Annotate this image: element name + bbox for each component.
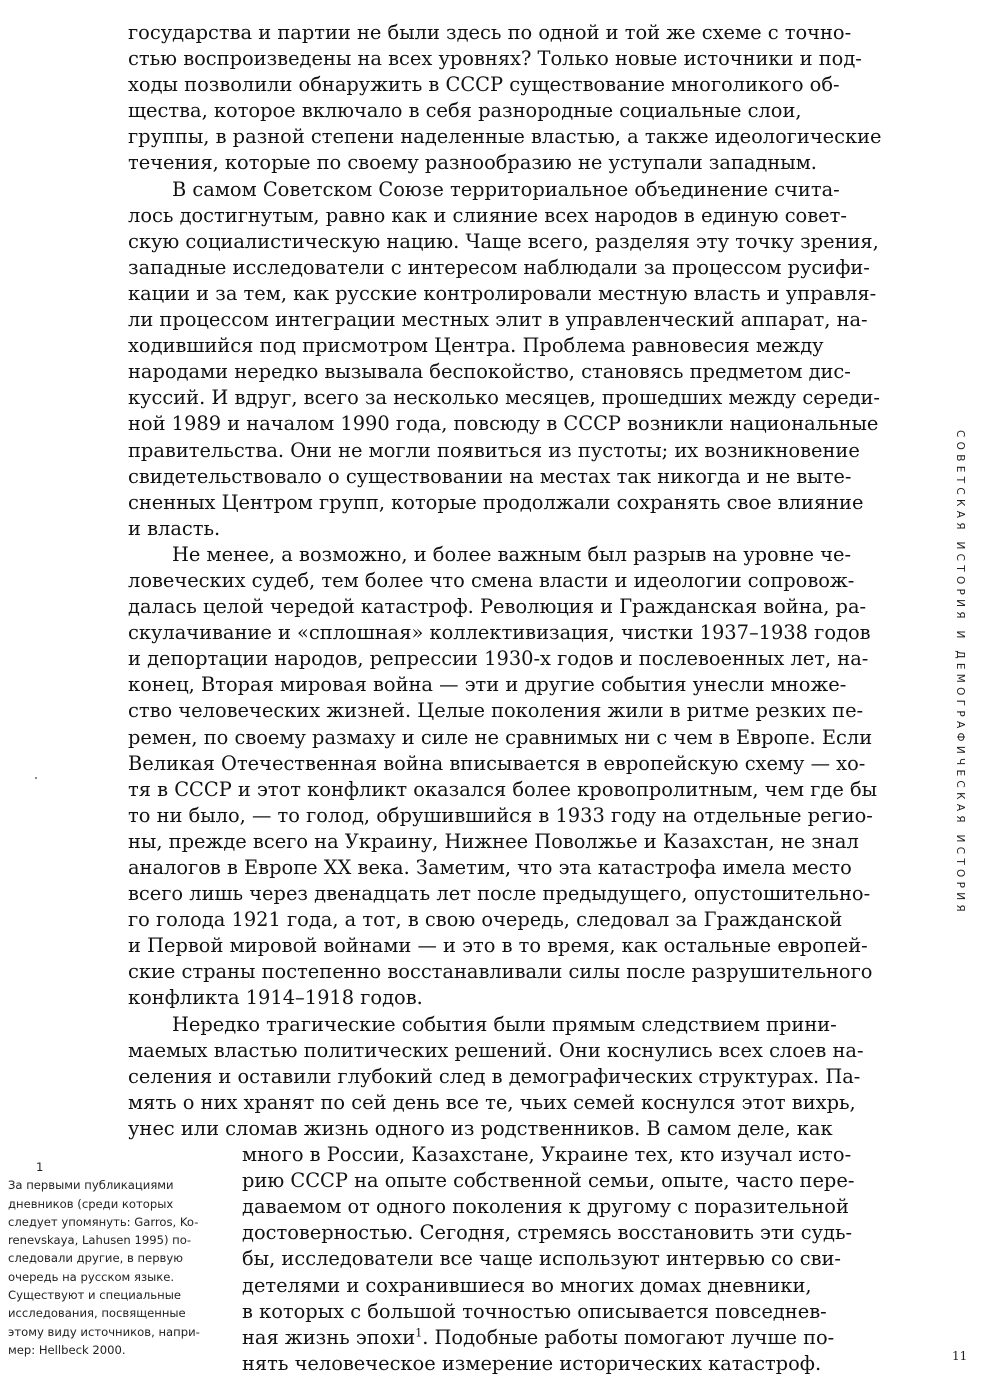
text-line: скую социалистическую нацию. Чаще всего, разделяя эту точку зрения, [128, 229, 879, 253]
text-line: ли процессом интеграции местных элит в управленческий аппарат, на- [128, 308, 868, 332]
text-line: маемых властью политических решений. Они коснулись всех слоев на- [128, 1038, 864, 1062]
text-line: щества, которое включало в себя разнородные социальные слои, [128, 99, 802, 123]
text-line: лось достигнутым, равно как и слияние всех народов в единую совет- [128, 203, 847, 227]
text-line: детелями и сохранившиеся во многих домах дневники, [242, 1273, 812, 1297]
text-line: народами нередко вызывала беспокойство, становясь предметом дис- [128, 360, 851, 384]
footnote-line: За первыми публикациями [8, 1178, 174, 1193]
footnote-line: исследования, посвященные [8, 1306, 186, 1321]
text-line: ной 1989 и началом 1990 года, повсюду в СССР возникли национальные [128, 412, 879, 436]
text-line: и Первой мировой войнами — и это в то время, как остальные европей- [128, 934, 868, 958]
text-line: кации и за тем, как русские контролировали местную власть и управля- [128, 281, 877, 305]
footnote-line: следовали другие, в первую [8, 1251, 184, 1266]
text-line: и депортации народов, репрессии 1930-х годов и послевоенных лет, на- [128, 647, 869, 671]
scan-speck [35, 777, 37, 779]
text-line: го голода 1921 года, а тот, в свою очередь, следовал за Гражданской [128, 908, 843, 932]
footnote-marker[interactable]: 1 [415, 1326, 423, 1340]
text-line: мять о них хранят по сей день все те, чьих семей коснулся этот вихрь, [128, 1090, 856, 1114]
footnote-line: очередь на русском языке. [8, 1269, 175, 1284]
text-line: унес или сломав жизнь одного из родственников. В самом деле, как [128, 1116, 833, 1140]
footnote-number: 1 [36, 1160, 44, 1174]
footnote-line: Существуют и специальные [8, 1288, 181, 1303]
running-head [925, 430, 995, 960]
text-line: куссий. И вдруг, всего за несколько месяцев, прошедших между середи- [128, 386, 880, 410]
text-span: ная жизнь эпохи [242, 1325, 416, 1349]
text-line: то ни было, — то голод, обрушившийся в 1933 году на отдельные регио- [128, 803, 873, 827]
text-line: правительства. Они не могли появиться из пустоты; их возникновение [128, 438, 860, 462]
text-line: много в России, Казахстане, Украине тех, кто изучал исто- [242, 1143, 852, 1167]
text-line: сненных Центром групп, которые продолжали сохранять свое влияние [128, 490, 864, 514]
text-line: рию СССР на опыте собственной семьи, опыте, часто пере- [242, 1169, 855, 1193]
text-line: ны, прежде всего на Украину, Нижнее Поволжье и Казахстан, не знал [128, 829, 859, 853]
text-line: ходы позволили обнаружить в СССР существование многоликого об- [128, 73, 840, 97]
text-line: В самом Советском Союзе территориальное объединение счита- [172, 177, 840, 201]
text-line: Нередко трагические события были прямым следствием прини- [172, 1012, 837, 1036]
text-line: скулачивание и «сплошная» коллективизация, чистки 1937–1938 годов [128, 621, 871, 645]
text-line: течения, которые по своему разнообразию не уступали западным. [128, 151, 817, 175]
text-line: селения и оставили глубокий след в демографических структурах. Па- [128, 1064, 861, 1088]
text-line: тя в СССР и этот конфликт оказался более кровопролитным, чем где бы [128, 777, 878, 801]
text-line: в которых с большой точностью описывается повседнев- [242, 1299, 827, 1323]
text-line: всего лишь через двенадцать лет после предыдущего, опустошительно- [128, 882, 871, 906]
text-line: государства и партии не были здесь по одной и той же схеме с точно- [128, 21, 852, 44]
footnote-line: renevskaya, Lahusen 1995) по- [8, 1233, 192, 1248]
text-line: конфликта 1914–1918 годов. [128, 986, 423, 1010]
text-line: достоверностью. Сегодня, стремясь восстановить эти судь- [242, 1221, 853, 1245]
running-head-text: СОВЕТСКАЯ ИСТОРИЯ И ДЕМОГРАФИЧЕСКАЯ ИСТОРИЯ [954, 430, 966, 916]
text-line: стью воспроизведены на всех уровнях? Только новые источники и под- [128, 47, 862, 71]
text-line: ловеческих судеб, тем более что смена власти и идеологии сопровож- [128, 568, 855, 592]
footnote [8, 1158, 218, 1359]
text-line: свидетельствовало о существовании на местах так никогда и не выте- [128, 464, 852, 488]
footnote-line: мер: Hellbeck 2000. [8, 1342, 126, 1357]
footnote-line: этому виду источников, напри- [8, 1324, 200, 1339]
footnote-line: дневников (среди которых [8, 1196, 174, 1211]
text-line: ходившийся под присмотром Центра. Проблема равновесия между [128, 334, 824, 358]
text-line: бы, исследователи все чаще используют интервью со сви- [242, 1247, 841, 1271]
text-line: даваемом от одного поколения к другому с поразительной [242, 1195, 849, 1219]
page-number: 11 [952, 1349, 968, 1363]
text-line: Не менее, а возможно, и более важным был разрыв на уровне че- [172, 542, 852, 566]
text-line: аналогов в Европе XX века. Заметим, что эта катастрофа имела место [128, 856, 852, 879]
text-line: Великая Отечественная война вписывается в европейскую схему — хо- [128, 751, 866, 775]
text-line: конец, Вторая мировая война — эти и другие события унесли множе- [128, 673, 847, 697]
text-line: ремен, по своему размаху и силе не сравнимых ни с чем в Европе. Если [128, 725, 873, 749]
text-line: ские страны постепенно восстанавливали силы после разрушительного [128, 960, 873, 984]
text-span: . Подобные работы помогают лучше по- [422, 1325, 835, 1349]
text-line: далась целой чередой катастроф. Революция и Гражданская война, ра- [128, 595, 867, 619]
footnote-line: следует упомянуть: Garros, Ko- [8, 1214, 199, 1229]
text-line: группы, в разной степени наделенные властью, а также идеологические [128, 125, 882, 149]
text-line: западные исследователи с интересом наблюдали за процессом русифи- [128, 255, 870, 279]
text-line-with-footnote-ref [128, 1325, 835, 1351]
main-text [128, 20, 882, 1377]
footnote-text [8, 1176, 218, 1359]
text-line: ство человеческих жизней. Целые поколения жили в ритме резких пе- [128, 699, 864, 723]
text-line: нять человеческое измерение исторических катастроф. [242, 1351, 822, 1375]
text-line: и власть. [128, 516, 221, 540]
